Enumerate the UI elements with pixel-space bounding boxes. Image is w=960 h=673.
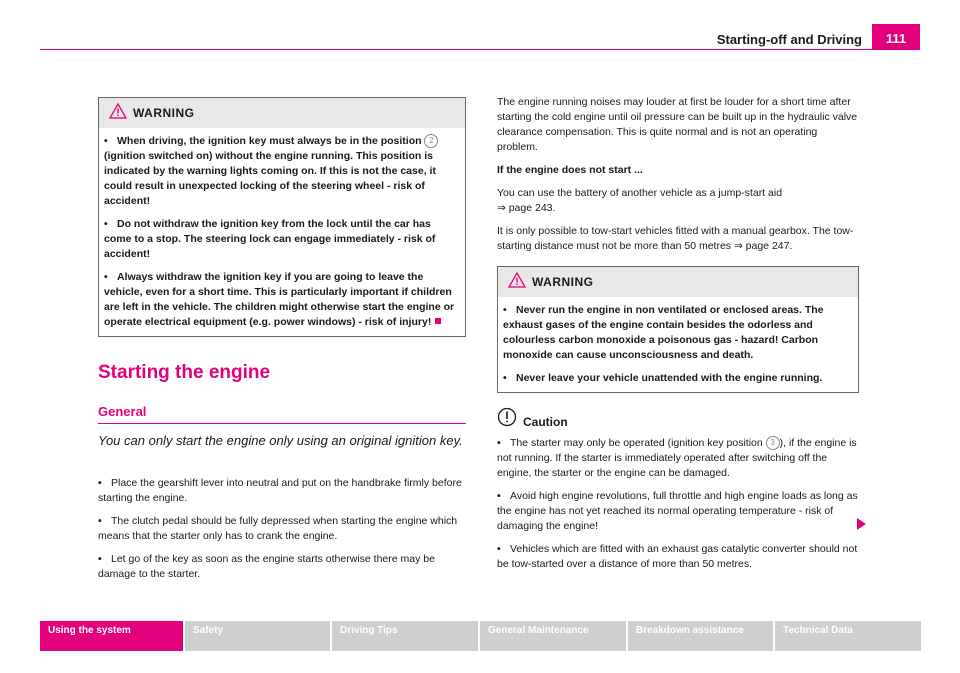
footer-nav [40, 621, 921, 651]
right-column [497, 95, 859, 580]
page-number: 111 [872, 24, 920, 50]
bullet-icon: • [497, 437, 501, 449]
warning-item: • Always withdraw the ignition key if you are going to leave the vehicle, even for a short time. This is particularly important if children are left in the vehicle. The children might otherwise start the engine or operate electrical equipment (e.g. power windows) - risk of injury! [104, 271, 455, 328]
tab-breakdown-assistance[interactable]: Breakdown assistance [628, 621, 773, 651]
not-start-heading: If the engine does not start ... [497, 164, 643, 176]
paragraph-engine-noise: The engine running noises may louder at first be louder for a short time after starting the cold engine until oil pressure can be built up in the hydraulic valve clearance compensation. This is quite normal and is not an operating problem. [497, 96, 858, 153]
left-column-top [98, 97, 466, 337]
bullet-icon: • [98, 477, 102, 489]
caution-section [497, 407, 859, 572]
warning-body [498, 297, 858, 392]
caution-header [497, 407, 859, 432]
tab-using-the-system[interactable]: Using the system [40, 621, 183, 651]
tab-safety[interactable]: Safety [185, 621, 330, 651]
bullet-icon: • [497, 543, 501, 555]
ignition-position-marker: 2 [424, 134, 438, 148]
caution-item: • Avoid high engine revolutions, full throttle and high engine loads as long as the engine has not yet reached its normal operating temperature - risk of damaging the engine! [497, 490, 858, 532]
warning-item: • Never run the engine in non ventilated or enclosed areas. The exhaust gases of the engine contain besides the odorless and colourless carbon monoxide a poisonous gas - hazard! Carbon monoxide can cause unconsciousness and death. [503, 304, 824, 361]
section-intro: You can only start the engine only using an original ignition key. [98, 433, 463, 448]
warning-title: WARNING [133, 105, 195, 120]
warning-box-exhaust [497, 266, 859, 393]
bullet-icon: • [503, 304, 507, 316]
header-title: Starting-off and Driving [716, 32, 862, 47]
warning-header [498, 267, 858, 297]
bullet-icon: • [104, 135, 108, 147]
page-link-243[interactable]: ⇒ page 243. [497, 202, 556, 214]
warning-triangle-icon [109, 103, 127, 124]
bullet-icon: • [98, 515, 102, 527]
caution-circle-icon [497, 407, 517, 432]
section-end-marker [435, 318, 441, 324]
left-bullet-list [98, 476, 466, 590]
warning-item: • When driving, the ignition key must always be in the position 2 (ignition switched on) without the engine running. This position is indicated by the warning lights coming on. If this is not the case, it could result in unexpected locking of the steering wheel - risk of accident! [104, 134, 460, 209]
ignition-position-marker: 3 [766, 436, 780, 450]
paragraph-jump-start: You can use the battery of another vehicle as a jump-start aid ⇒ page 243. [497, 187, 783, 214]
list-item: • Let go of the key as soon as the engine starts otherwise there may be damage to the starter. [98, 553, 435, 580]
tab-general-maintenance[interactable]: General Maintenance [480, 621, 626, 651]
tab-technical-data[interactable]: Technical Data [775, 621, 921, 651]
section-title: Starting the engine [98, 362, 271, 383]
tab-driving-tips[interactable]: Driving Tips [332, 621, 478, 651]
warning-title: WARNING [532, 274, 594, 289]
continue-arrow-icon[interactable] [857, 518, 866, 530]
caution-title: Caution [523, 415, 568, 429]
subsection-title: General [98, 404, 147, 419]
subsection-rule [98, 423, 466, 424]
caution-item: • The starter may only be operated (ignition key position 3 ), if the engine is not running. If the starter is immediately operated after switching off the engine, the starter or the engine can be damaged. [497, 437, 857, 479]
list-item: • Place the gearshift lever into neutral and put on the handbrake firmly before starting the engine. [98, 477, 462, 504]
bullet-icon: • [503, 372, 507, 384]
header-rule [40, 49, 920, 50]
bullet-icon: • [497, 490, 501, 502]
bullet-icon: • [104, 271, 108, 283]
warning-box-ignition [98, 97, 466, 337]
warning-header [99, 98, 465, 128]
bullet-icon: • [104, 218, 108, 230]
paragraph-tow-start: It is only possible to tow-start vehicles fitted with a manual gearbox. The tow-starting distance must not be more than 50 metres ⇒ page 247. [497, 225, 854, 252]
caution-item: • Vehicles which are fitted with an exhaust gas catalytic converter should not be tow-started over a distance of more than 50 metres. [497, 543, 858, 570]
bullet-icon: • [98, 553, 102, 565]
warning-body [99, 128, 465, 336]
warning-item: • Never leave your vehicle unattended with the engine running. [503, 372, 823, 384]
list-item: • The clutch pedal should be fully depressed when starting the engine which means that the starter only has to crank the engine. [98, 515, 458, 542]
warning-item: • Do not withdraw the ignition key from the lock until the car has come to a stop. The steering lock can engage immediately - risk of accident! [104, 218, 436, 260]
warning-triangle-icon [508, 272, 526, 293]
